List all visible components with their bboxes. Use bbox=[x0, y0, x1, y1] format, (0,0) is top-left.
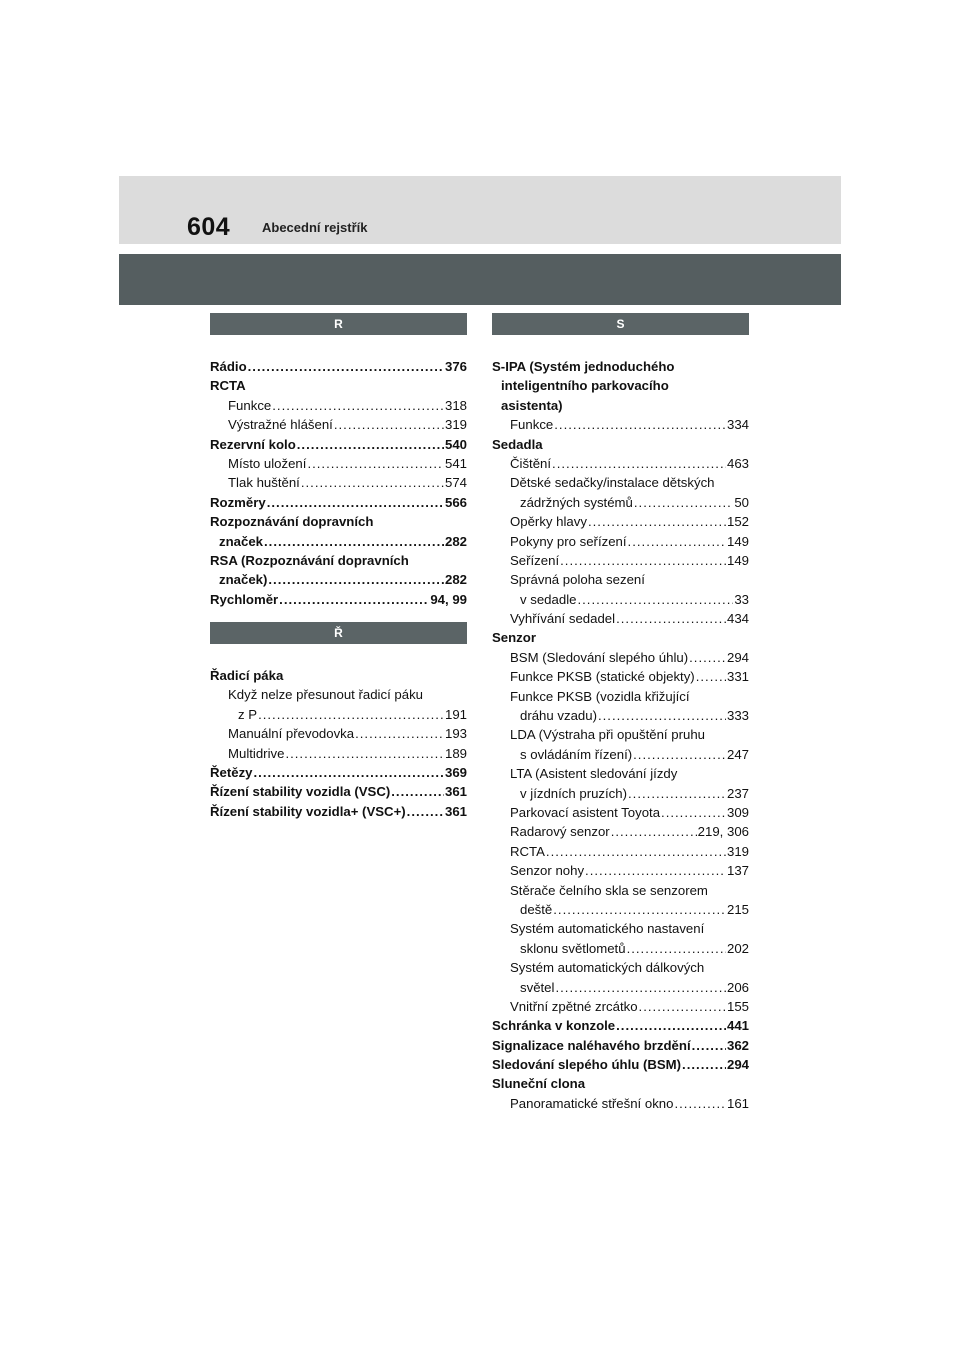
index-entry-page: 152 bbox=[726, 514, 749, 530]
index-entry-term: Funkce PKSB (statické objekty) bbox=[510, 669, 695, 685]
index-entry-term: Stěrače čelního skla se senzorem bbox=[510, 882, 708, 898]
index-column-left bbox=[210, 313, 467, 821]
index-entry-term: LTA (Asistent sledování jízdy bbox=[510, 766, 678, 782]
letter-heading: S bbox=[492, 313, 749, 335]
index-entry-page: 215 bbox=[726, 901, 749, 917]
index-entry-term: v jízdních pruzích) bbox=[520, 785, 628, 801]
index-entry-page: 331 bbox=[726, 669, 749, 685]
index-entry-term: RCTA bbox=[510, 843, 545, 859]
index-entry-term: Dětské sedačky/instalace dětských bbox=[510, 475, 715, 491]
index-entry-term: Vnitřní zpětné zrcátko bbox=[510, 998, 638, 1014]
index-entry-page: 189 bbox=[444, 745, 467, 761]
index-entry bbox=[492, 473, 749, 492]
index-entry-term: Funkce PKSB (vozidla křižující bbox=[510, 688, 690, 704]
index-entry-page: 155 bbox=[726, 998, 749, 1014]
index-entry bbox=[492, 376, 749, 395]
index-entry-page: 566 bbox=[444, 494, 467, 510]
index-entry bbox=[492, 997, 749, 1016]
dot-leader bbox=[577, 590, 733, 609]
index-entry bbox=[492, 861, 749, 880]
index-entry-page: 333 bbox=[726, 708, 749, 724]
index-entry-term: Radarový senzor bbox=[510, 824, 610, 840]
index-entry-term: Rozměry bbox=[210, 494, 266, 510]
index-entry-term: Opěrky hlavy bbox=[510, 514, 587, 530]
index-entry-page: 161 bbox=[726, 1095, 749, 1111]
dot-leader bbox=[264, 532, 444, 551]
index-entry-term: Když nelze přesunout řadicí páku bbox=[228, 687, 423, 703]
index-entry bbox=[492, 745, 749, 764]
index-entry-term: inteligentního parkovacího bbox=[501, 378, 669, 394]
index-entry bbox=[492, 648, 749, 667]
section-title: Abecední rejstřík bbox=[262, 220, 368, 235]
index-entry-page: 237 bbox=[726, 785, 749, 801]
index-entry-page: 219, 306 bbox=[697, 824, 749, 840]
index-entry-term: Rozpoznávání dopravních bbox=[210, 514, 374, 530]
index-entry-page: 541 bbox=[444, 455, 467, 471]
index-entry bbox=[492, 1016, 749, 1035]
dot-leader bbox=[407, 802, 444, 821]
index-entry-term: Rezervní kolo bbox=[210, 436, 296, 452]
index-entry-page: 294 bbox=[726, 649, 749, 665]
index-entry bbox=[210, 396, 467, 415]
index-entry bbox=[492, 1094, 749, 1113]
index-entry bbox=[492, 667, 749, 686]
letter-heading: Ř bbox=[210, 622, 467, 644]
index-entry bbox=[210, 763, 467, 782]
index-entry bbox=[492, 939, 749, 958]
index-entry-term: světel bbox=[520, 979, 555, 995]
letter-heading: R bbox=[210, 313, 467, 335]
index-entry-page: 309 bbox=[726, 804, 749, 820]
index-entry-term: z P bbox=[238, 706, 258, 722]
index-entry bbox=[492, 784, 749, 803]
dot-leader bbox=[334, 415, 444, 434]
index-entry-term: Funkce bbox=[228, 397, 272, 413]
dot-leader bbox=[696, 667, 726, 686]
index-entry bbox=[492, 532, 749, 551]
index-entry-term: Čištění bbox=[510, 455, 552, 471]
index-entry-page: 137 bbox=[726, 863, 749, 879]
dot-leader bbox=[552, 454, 726, 473]
dot-leader bbox=[692, 1036, 726, 1055]
index-entry-page: 202 bbox=[726, 940, 749, 956]
index-entry-term: BSM (Sledování slepého úhlu) bbox=[510, 649, 689, 665]
index-entry-term: Výstražné hlášení bbox=[228, 417, 333, 433]
index-entry bbox=[210, 454, 467, 473]
dot-leader bbox=[616, 609, 726, 628]
dot-leader bbox=[267, 493, 444, 512]
dot-leader bbox=[639, 997, 726, 1016]
index-entry-term: Panoramatické střešní okno bbox=[510, 1095, 674, 1111]
index-entry-term: RSA (Rozpoznávání dopravních bbox=[210, 552, 409, 568]
index-entry bbox=[492, 687, 749, 706]
index-entry-term: Místo uložení bbox=[228, 455, 307, 471]
index-entry bbox=[210, 493, 467, 512]
dot-leader bbox=[272, 396, 444, 415]
index-entry-term: Sledování slepého úhlu (BSM) bbox=[492, 1057, 682, 1073]
index-entry-page: 334 bbox=[726, 417, 749, 433]
dot-leader bbox=[307, 454, 444, 473]
dot-leader bbox=[585, 861, 726, 880]
index-entry-term: Správná poloha sezení bbox=[510, 572, 645, 588]
dot-leader bbox=[634, 493, 733, 512]
index-entry bbox=[210, 532, 467, 551]
index-entry bbox=[210, 685, 467, 704]
index-entry bbox=[492, 512, 749, 531]
index-entry bbox=[210, 376, 467, 395]
index-entry-page: 361 bbox=[444, 784, 467, 800]
index-entry-term: Sluneční clona bbox=[492, 1076, 586, 1092]
index-entry-term: asistenta) bbox=[501, 397, 563, 413]
index-entry-page: 282 bbox=[444, 533, 467, 549]
index-entry bbox=[210, 744, 467, 763]
index-entry-term: dráhu vzadu) bbox=[520, 708, 597, 724]
index-entry-term: Řízení stability vozidla+ (VSC+) bbox=[210, 803, 406, 819]
dot-leader bbox=[254, 763, 444, 782]
index-entry-term: Parkovací asistent Toyota bbox=[510, 804, 661, 820]
index-entry-term: Řízení stability vozidla (VSC) bbox=[210, 784, 391, 800]
index-entry-page: 318 bbox=[444, 397, 467, 413]
index-entry bbox=[492, 978, 749, 997]
index-entry-list bbox=[210, 357, 467, 609]
index-entry-term: Seřízení bbox=[510, 552, 560, 568]
index-entry-term: deště bbox=[520, 901, 553, 917]
index-entry bbox=[210, 551, 467, 570]
index-entry-page: 282 bbox=[444, 572, 467, 588]
index-entry-term: Senzor nohy bbox=[510, 863, 585, 879]
index-entry-term: Systém automatických dálkových bbox=[510, 960, 705, 976]
dot-leader bbox=[285, 744, 444, 763]
index-entry-term: Systém automatického nastavení bbox=[510, 921, 705, 937]
dot-leader bbox=[555, 978, 726, 997]
dot-leader bbox=[553, 900, 726, 919]
index-entry bbox=[492, 958, 749, 977]
index-entry-term: Řetězy bbox=[210, 765, 253, 781]
dot-leader bbox=[633, 745, 726, 764]
index-entry bbox=[492, 919, 749, 938]
header-dark-band bbox=[119, 254, 841, 305]
index-entry-page: 191 bbox=[444, 706, 467, 722]
index-column-right bbox=[492, 313, 749, 1113]
index-entry bbox=[492, 570, 749, 589]
index-entry bbox=[492, 415, 749, 434]
index-entry bbox=[492, 725, 749, 744]
dot-leader bbox=[616, 1016, 726, 1035]
index-entry-term: Řadicí páka bbox=[210, 668, 284, 684]
index-entry-term: Rychloměr bbox=[210, 591, 279, 607]
dot-leader bbox=[628, 532, 726, 551]
index-entry bbox=[492, 803, 749, 822]
index-entry-term: Funkce bbox=[510, 417, 554, 433]
dot-leader bbox=[258, 705, 444, 724]
index-entry bbox=[210, 512, 467, 531]
index-entry-page: 149 bbox=[726, 533, 749, 549]
index-entry bbox=[492, 822, 749, 841]
index-entry-page: 149 bbox=[726, 552, 749, 568]
index-entry-page: 319 bbox=[726, 843, 749, 859]
index-entry bbox=[492, 842, 749, 861]
dot-leader bbox=[355, 724, 444, 743]
index-entry-term: Rádio bbox=[210, 359, 247, 374]
index-entry-term: sklonu světlometů bbox=[520, 940, 626, 956]
index-entry-page: 434 bbox=[726, 611, 749, 627]
index-entry bbox=[210, 570, 467, 589]
index-entry-term: Pokyny pro seřízení bbox=[510, 533, 627, 549]
dot-leader bbox=[588, 512, 726, 531]
index-entry-page: 540 bbox=[444, 436, 467, 452]
index-entry bbox=[210, 357, 467, 376]
index-entry bbox=[492, 900, 749, 919]
index-entry-term: Vyhřívání sedadel bbox=[510, 611, 616, 627]
index-entry-page: 361 bbox=[444, 803, 467, 819]
index-entry-term: s ovládáním řízení) bbox=[520, 746, 633, 762]
index-entry-list bbox=[492, 357, 749, 1113]
index-entry bbox=[492, 881, 749, 900]
index-entry-page: 33 bbox=[734, 591, 749, 607]
index-entry bbox=[210, 473, 467, 492]
index-entry-list bbox=[210, 666, 467, 821]
index-entry bbox=[210, 705, 467, 724]
index-entry bbox=[492, 1055, 749, 1074]
dot-leader bbox=[248, 357, 444, 376]
index-entry-page: 574 bbox=[444, 475, 467, 491]
index-entry-page: 376 bbox=[444, 359, 467, 374]
index-entry bbox=[492, 396, 749, 415]
index-entry-page: 50 bbox=[734, 494, 749, 510]
index-entry-page: 319 bbox=[444, 417, 467, 433]
index-entry-term: Signalizace naléhavého brzdění bbox=[492, 1037, 691, 1053]
index-entry-page: 94, 99 bbox=[430, 591, 467, 607]
index-entry-page: 362 bbox=[726, 1037, 749, 1053]
index-entry-term: v sedadle bbox=[520, 591, 577, 607]
dot-leader bbox=[674, 1094, 726, 1113]
dot-leader bbox=[279, 590, 429, 609]
index-entry-term: RCTA bbox=[210, 378, 246, 394]
dot-leader bbox=[627, 939, 726, 958]
dot-leader bbox=[391, 782, 444, 801]
index-entry-term: značek bbox=[219, 533, 263, 549]
dot-leader bbox=[628, 784, 726, 803]
dot-leader bbox=[560, 551, 726, 570]
index-entry-term: Multidrive bbox=[228, 745, 285, 761]
index-entry bbox=[210, 782, 467, 801]
index-entry bbox=[210, 590, 467, 609]
index-entry bbox=[492, 706, 749, 725]
dot-leader bbox=[611, 822, 697, 841]
index-entry bbox=[492, 493, 749, 512]
index-entry bbox=[210, 435, 467, 454]
dot-leader bbox=[554, 415, 726, 434]
index-entry-term: Schránka v konzole bbox=[492, 1018, 616, 1034]
index-entry-term: zádržných systémů bbox=[520, 494, 633, 510]
index-entry bbox=[492, 590, 749, 609]
dot-leader bbox=[598, 706, 726, 725]
dot-leader bbox=[301, 473, 444, 492]
dot-leader bbox=[268, 570, 444, 589]
index-entry bbox=[210, 724, 467, 743]
index-entry bbox=[492, 1074, 749, 1093]
dot-leader bbox=[546, 842, 726, 861]
index-entry bbox=[492, 1036, 749, 1055]
index-entry bbox=[492, 454, 749, 473]
index-entry-page: 463 bbox=[726, 455, 749, 471]
index-entry bbox=[210, 802, 467, 821]
index-entry-page: 206 bbox=[726, 979, 749, 995]
index-entry-page: 441 bbox=[726, 1018, 749, 1034]
index-entry-term: LDA (Výstraha při opuštění pruhu bbox=[510, 727, 705, 743]
index-entry-term: S-IPA (Systém jednoduchého bbox=[492, 359, 675, 374]
index-entry-page: 369 bbox=[444, 765, 467, 781]
index-entry bbox=[492, 628, 749, 647]
dot-leader bbox=[297, 435, 444, 454]
index-entry-page: 193 bbox=[444, 726, 467, 742]
index-entry-term: Manuální převodovka bbox=[228, 726, 355, 742]
dot-leader bbox=[682, 1055, 726, 1074]
index-entry-page: 294 bbox=[726, 1057, 749, 1073]
index-entry bbox=[210, 415, 467, 434]
index-entry-term: značek) bbox=[219, 572, 268, 588]
index-entry bbox=[210, 666, 467, 685]
index-entry-term: Senzor bbox=[492, 630, 536, 646]
dot-leader bbox=[689, 648, 726, 667]
index-entry bbox=[492, 764, 749, 783]
index-entry bbox=[492, 551, 749, 570]
index-entry-term: Tlak huštění bbox=[228, 475, 300, 491]
index-entry-term: Sedadla bbox=[492, 436, 543, 452]
index-entry bbox=[492, 357, 749, 376]
index-entry-page: 247 bbox=[726, 746, 749, 762]
index-entry bbox=[492, 435, 749, 454]
page-number: 604 bbox=[187, 213, 231, 241]
index-entry bbox=[492, 609, 749, 628]
dot-leader bbox=[661, 803, 726, 822]
